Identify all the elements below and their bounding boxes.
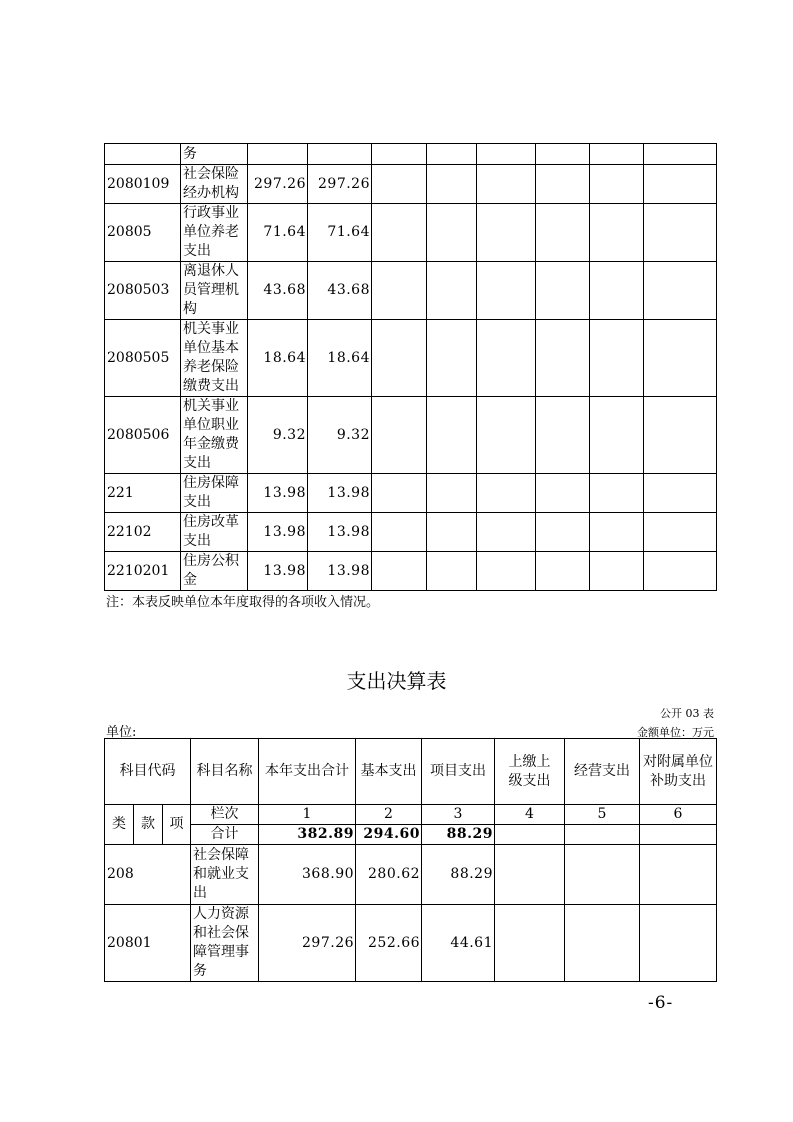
row-total: 9.32 (248, 397, 308, 474)
row-fiscal: 13.98 (308, 474, 372, 513)
row-name: 行政事业单位养老支出 (181, 204, 248, 262)
row-total: 297.26 (248, 165, 308, 204)
row-project: 88.29 (422, 845, 495, 905)
row-code (105, 144, 181, 165)
row-fiscal: 43.68 (308, 262, 372, 320)
row-name: 离退休人员管理机构 (181, 262, 248, 320)
table-row (105, 320, 717, 397)
header-basic: 基本支出 (356, 739, 422, 805)
total-basic: 294.60 (356, 825, 422, 845)
money-unit: 金额单位：万元 (637, 726, 714, 739)
expense-table (104, 738, 717, 982)
page-title: 支出决算表 (346, 669, 447, 693)
row-basic: 280.62 (356, 845, 422, 905)
total-project: 88.29 (422, 825, 495, 845)
table-row (105, 552, 717, 591)
header-project: 项目支出 (422, 739, 495, 805)
header-business: 经营支出 (565, 739, 640, 805)
row-total: 13.98 (248, 552, 308, 591)
row-code: 208 (105, 845, 191, 905)
header-row (105, 739, 717, 805)
table-note: 注：本表反映单位本年度取得的各项收入情况。 (106, 595, 380, 610)
row-code: 22102 (105, 513, 181, 552)
row-name: 社会保障和就业支出 (191, 845, 259, 905)
header-lanci: 栏次 (191, 805, 259, 825)
row-name: 住房公积金 (181, 552, 248, 591)
row-name: 机关事业单位基本养老保险缴费支出 (181, 320, 248, 397)
row-total: 13.98 (248, 474, 308, 513)
col-number: 1 (259, 805, 356, 825)
row-total: 13.98 (248, 513, 308, 552)
header-code: 科目代码 (105, 739, 191, 805)
table-row (105, 165, 717, 204)
row-code: 20805 (105, 204, 181, 262)
header-name: 科目名称 (191, 739, 259, 805)
table-row (105, 474, 717, 513)
row-total: 18.64 (248, 320, 308, 397)
row-total (248, 144, 308, 165)
col-number: 6 (640, 805, 717, 825)
row-name: 住房保障支出 (181, 474, 248, 513)
col-number: 5 (565, 805, 640, 825)
unit-label: 单位: (106, 725, 137, 740)
row-basic: 252.66 (356, 905, 422, 982)
row-fiscal: 13.98 (308, 552, 372, 591)
row-total: 297.26 (259, 905, 356, 982)
row-code: 20801 (105, 905, 191, 982)
col-number: 2 (356, 805, 422, 825)
header-kuan: 款 (134, 805, 163, 845)
row-fiscal: 13.98 (308, 513, 372, 552)
col-number: 3 (422, 805, 495, 825)
income-table (104, 143, 717, 591)
table-row (105, 905, 717, 982)
total-label: 合计 (191, 825, 259, 845)
row-total: 43.68 (248, 262, 308, 320)
row-name: 人力资源和社会保障管理事务 (191, 905, 259, 982)
row-fiscal: 9.32 (308, 397, 372, 474)
row-code: 221 (105, 474, 181, 513)
form-number: 公开 03 表 (660, 707, 714, 720)
row-total: 71.64 (248, 204, 308, 262)
header-subsidy: 对附属单位补助支出 (640, 739, 717, 805)
header-upper: 上缴上级支出 (495, 739, 565, 805)
row-code: 2080109 (105, 165, 181, 204)
row-code: 2210201 (105, 552, 181, 591)
row-total: 368.90 (259, 845, 356, 905)
row-fiscal: 297.26 (308, 165, 372, 204)
row-code: 2080506 (105, 397, 181, 474)
table-row (105, 397, 717, 474)
header-lei: 类 (105, 805, 134, 845)
row-code: 2080505 (105, 320, 181, 397)
col-number: 4 (495, 805, 565, 825)
table-row (105, 144, 717, 165)
row-name: 务 (181, 144, 248, 165)
table-row (105, 204, 717, 262)
row-fiscal (308, 144, 372, 165)
page-number: -6- (648, 993, 674, 1013)
header-total: 本年支出合计 (259, 739, 356, 805)
table-row (105, 845, 717, 905)
row-fiscal: 18.64 (308, 320, 372, 397)
total-total: 382.89 (259, 825, 356, 845)
table-row (105, 513, 717, 552)
row-fiscal: 71.64 (308, 204, 372, 262)
row-name: 住房改革支出 (181, 513, 248, 552)
row-project: 44.61 (422, 905, 495, 982)
row-code: 2080503 (105, 262, 181, 320)
total-row (105, 825, 717, 845)
table-row (105, 262, 717, 320)
column-number-row (105, 805, 717, 825)
header-xiang: 项 (163, 805, 191, 845)
row-name: 社会保险经办机构 (181, 165, 248, 204)
row-name: 机关事业单位职业年金缴费支出 (181, 397, 248, 474)
